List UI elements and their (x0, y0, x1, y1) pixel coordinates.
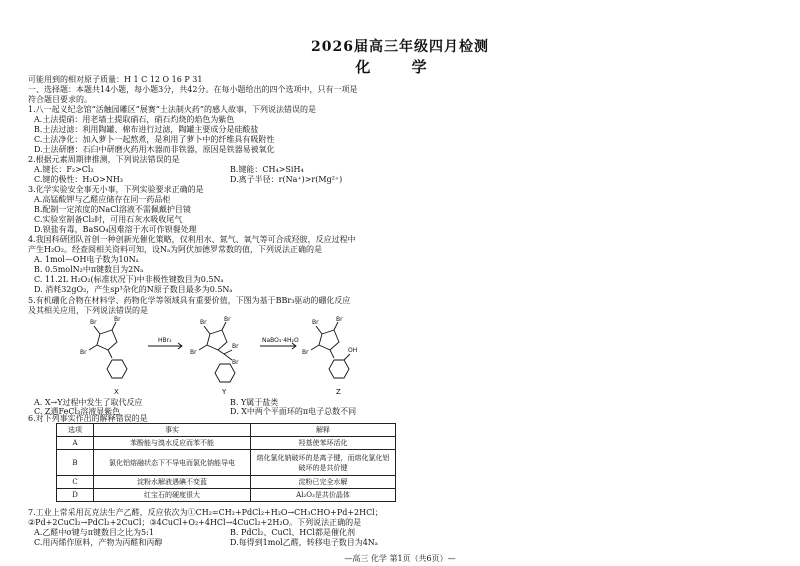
atomic-masses: 可能用到的相对原子质量：H 1 C 12 O 16 P 31 (28, 75, 203, 84)
table-header-explanation: 解释 (251, 424, 396, 437)
x-br-2: Br (114, 316, 121, 323)
z-oh: OH (348, 347, 358, 354)
page-footer: —高三 化学 第1页（共6页）— (344, 554, 456, 563)
q3-option-b: B.配制一定浓度的NaCl溶液不需佩戴护目镜 (34, 205, 191, 214)
y-pyrazole-ring (207, 330, 227, 350)
q7-option-b: B. PdCl₂、CuCl、HCl都是催化剂 (230, 528, 355, 537)
q5-option-a: A. X→Y过程中发生了取代反应 (34, 398, 143, 407)
reagent-1: HBr₃ (158, 337, 172, 344)
x-br-3: Br (80, 349, 87, 356)
q2-option-d: D.离子半径：r(Na⁺)>r(Mg²⁺) (230, 175, 343, 184)
y-br-5: Br (232, 359, 239, 366)
table-row (57, 476, 396, 489)
q1-option-d: D.土法研磨：石臼中研磨火药用木器而非铁器，原因是铁器易被氧化 (34, 145, 275, 154)
q7-option-a: A.乙醛中σ键与π键数目之比为5:1 (34, 528, 154, 537)
label-x: X (114, 388, 119, 396)
q2-stem: 2.根据元素周期律推测，下列说法错误的是 (28, 155, 180, 164)
reaction-scheme (60, 314, 390, 400)
table-row (57, 489, 396, 502)
q2-option-a: A.键长：F₂>Cl₂ (34, 165, 94, 174)
x-pyrazole-ring (97, 330, 117, 350)
row-option: B (57, 450, 94, 476)
q7-option-c: C.用丙烯作原料，产物为丙醛和丙醇 (34, 538, 163, 547)
y-br-3: Br (190, 349, 197, 356)
z-benzene-ring (329, 360, 349, 378)
q3-option-d: D.钡盐有毒，BaSO₄因难溶于水可作钡餐处理 (34, 225, 197, 234)
q4-option-d: D. 消耗32gO₂，产生sp³杂化的N原子数目最多为0.5Nₐ (34, 285, 233, 294)
row-fact: 苯酚能与溴水反应而苯不能 (94, 437, 251, 450)
row-explanation: 淀粉已完全水解 (251, 476, 396, 489)
q7-stem: 7.工业上常采用瓦克法生产乙醛，反应依次为①CH₂=CH₂+PdCl₂+H₂O→CH₃CHO+Pd+2HCl； (28, 508, 383, 517)
row-fact: 氯化铝熔融状态下不导电而氯化钠能导电 (94, 450, 251, 476)
q5-stem: 5.有机硼化合物在材料学、药物化学等领域具有重要价值，下图为基于BBr₃驱动的硼化反应 (28, 296, 351, 305)
section1-instructions-cont: 符合题目要求的。 (28, 95, 92, 104)
y-br-1: Br (200, 319, 207, 326)
q5-option-d: D. X中两个平面环的π电子总数不同 (230, 407, 357, 416)
q4-stem-cont: 产生H₂O₂。经查阅相关资料可知，设Nₐ为阿伏加德罗常数的值，下列说法正确的是 (28, 245, 323, 254)
row-option: C (57, 476, 94, 489)
table-row (57, 437, 396, 450)
row-explanation: 羟基使苯环活化 (251, 437, 396, 450)
q5-stem-cont: 及其相关应用，下列说法错误的是 (28, 306, 148, 315)
y-br-4: Br (232, 343, 239, 350)
q4-stem: 4.我国科研团队首创一种创新光催化策略，仅利用水、氮气、氧气等可合成羟胺，反应过程中 (28, 235, 356, 244)
z-br-1: Br (312, 319, 319, 326)
q6-table (56, 423, 396, 502)
q1-option-b: B.土法过滤：利用陶罐、棉布进行过滤，陶罐主要成分是硅酸盐 (34, 125, 259, 134)
q5-option-b: B. Y属于盐类 (230, 398, 279, 407)
q2-option-c: C.键的极性：H₂O>NH₃ (34, 175, 124, 184)
y-benzene-ring (215, 364, 235, 382)
q3-option-c: C.实验室制备Cl₂时，可用石灰水吸收尾气 (34, 215, 183, 224)
row-fact: 红宝石的硬度很大 (94, 489, 251, 502)
label-y: Y (222, 388, 227, 396)
x-br-1: Br (90, 319, 97, 326)
q6-stem: 6.对下列事实作出的解释错误的是 (28, 414, 148, 423)
section1-instructions: 一、选择题：本题共14小题，每小题3分，共42分。在每小题给出的四个选项中，只有一项是 (28, 85, 358, 94)
q1-option-a: A.土法提硝：用老墙土提取硝石，硝石灼烧的焰色为紫色 (34, 115, 235, 124)
q7-option-d: D.每得到1mol乙醛，转移电子数目为4Nₐ (230, 538, 378, 547)
table-row (57, 450, 396, 476)
x-benzene-ring (107, 360, 127, 378)
label-z: Z (336, 388, 341, 396)
q4-option-a: A. 1mol—OH电子数为10Nₐ (34, 255, 139, 264)
q1-option-c: C.土法净化：加入萝卜一起熬煮，是利用了萝卜中的纤维具有吸附性 (34, 135, 275, 144)
q1-stem: 1.八一起义纪念馆“活触园雕区”展赛“土法制火药”的感人故事，下列说法错误的是 (28, 105, 316, 114)
q7-stem-cont: ②Pd+2CuCl₂→PdCl₂+2CuCl；③4CuCl+O₂+4HCl→4CuCl₂+2H₂O。下列说法正确的是 (28, 518, 362, 527)
z-br-3: Br (302, 349, 309, 356)
exam-subject: 化 学 (355, 58, 445, 76)
row-fact: 淀粉水解液遇碘不变蓝 (94, 476, 251, 489)
q2-option-b: B.键能：CH₄>SiH₄ (230, 165, 304, 174)
q3-option-a: A.高锰酸钾与乙醛应储存在同一药品柜 (34, 195, 171, 204)
table-header-row (57, 424, 396, 437)
table-header-fact: 事实 (94, 424, 251, 437)
z-br-2: Br (336, 316, 343, 323)
q3-stem: 3.化学实验安全事无小事，下列实验要求正确的是 (28, 185, 204, 194)
row-explanation: Al₂O₃是共价晶体 (251, 489, 396, 502)
reagent-2: NaBO₃·4H₂O (262, 337, 299, 344)
y-br-2: Br (224, 316, 231, 323)
z-pyrazole-ring (319, 330, 339, 350)
row-explanation: 熔化氯化钠破坏的是离子键，而熔化氯化铝破坏的是共价键 (251, 450, 396, 476)
q4-option-c: C. 11.2L H₂O₂(标准状况下)中非极性键数目为0.5Nₐ (34, 275, 224, 284)
row-option: A (57, 437, 94, 450)
row-option: D (57, 489, 94, 502)
q5-option-c: C. Z遇FeCl₃溶液显紫色 (34, 407, 121, 416)
q4-option-b: B. 0.5molN₂中π键数目为2Nₐ (34, 265, 144, 274)
table-header-option: 选项 (57, 424, 94, 437)
exam-title: 2026届高三年级四月检测 (311, 39, 489, 55)
